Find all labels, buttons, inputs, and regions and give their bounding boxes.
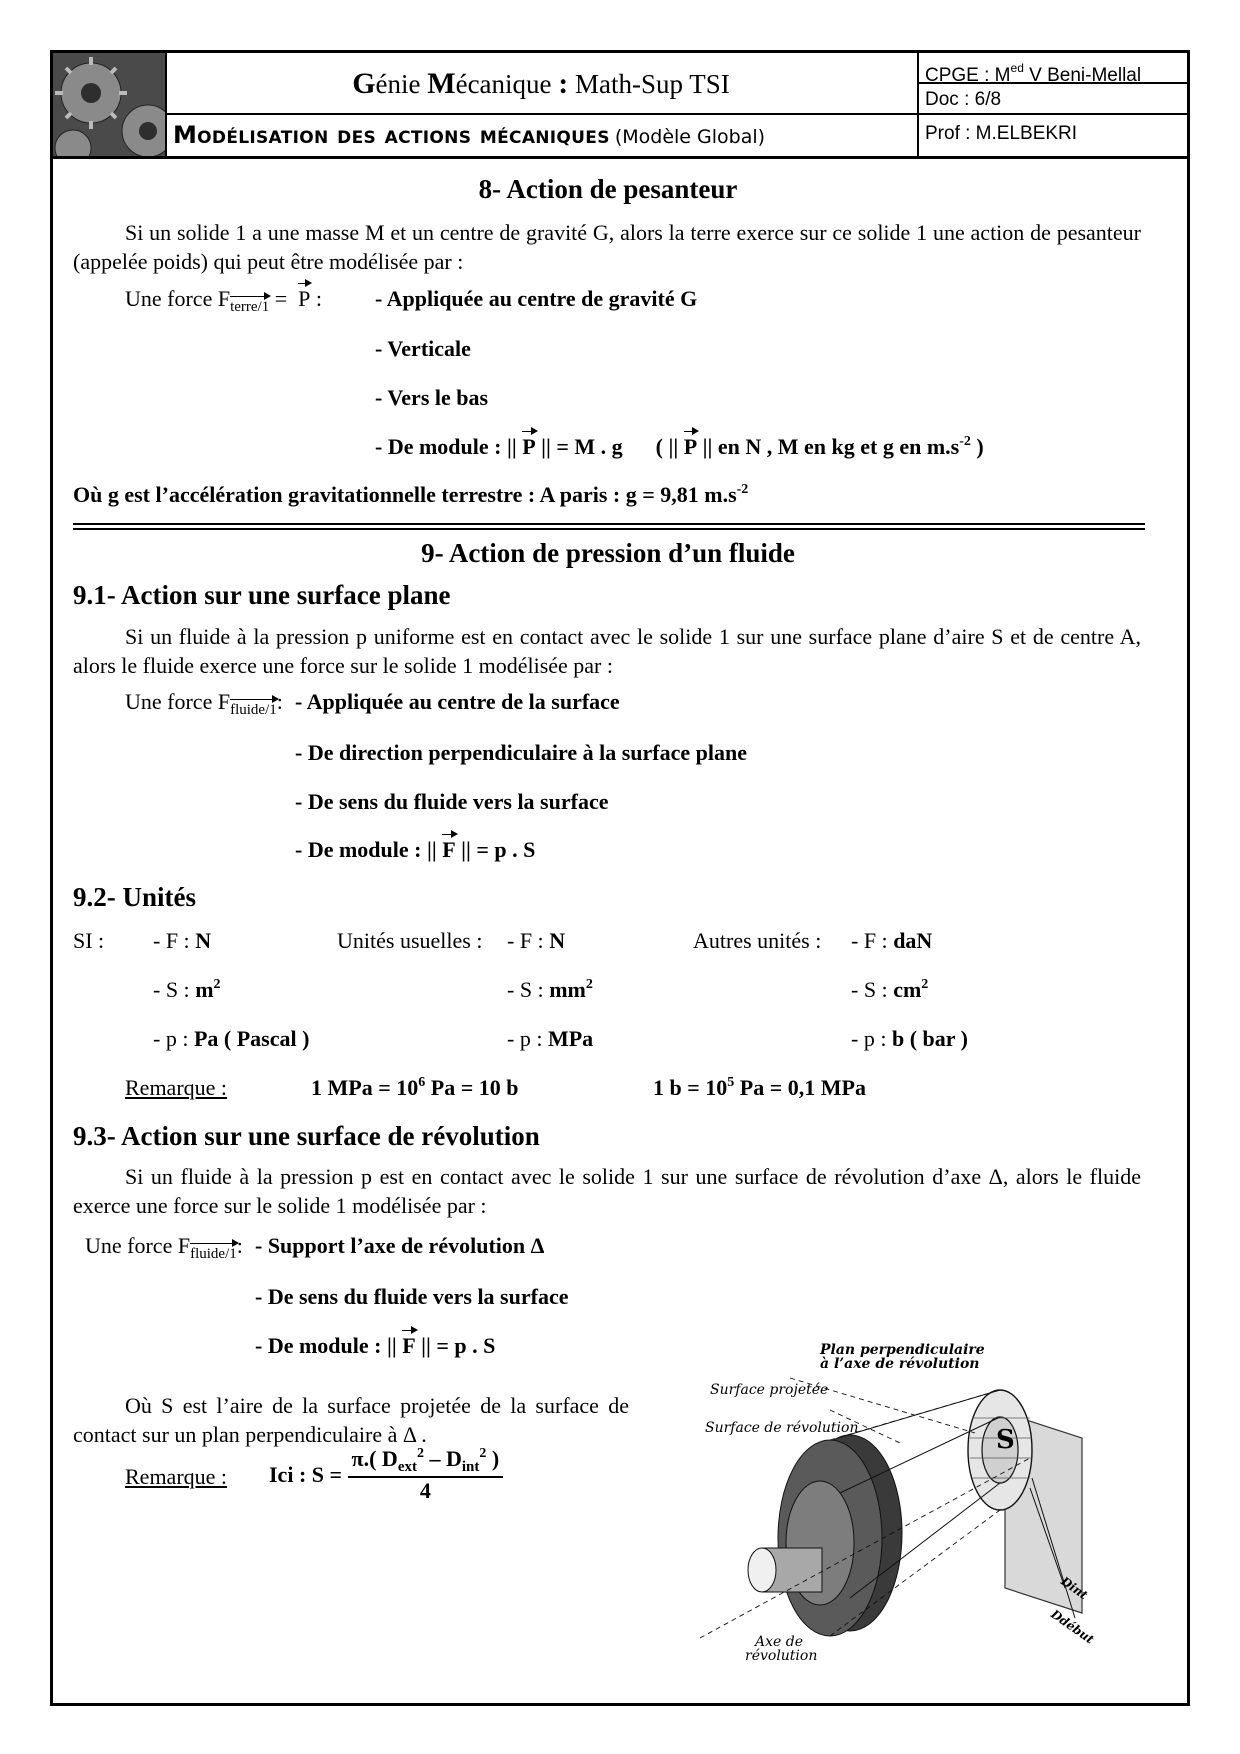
gravity-note: Où g est l’accélération gravitationnelle terrestre : A paris : g = 9,81 $m.s^{-2}$ (73, 482, 749, 507)
usual-unit-s: - S : $mm^2$ (507, 977, 593, 1002)
projected-label: Surface projetée (710, 1382, 829, 1398)
remark-2-label: Remarque : (125, 1464, 228, 1489)
dint-label: Dint (1058, 1573, 1091, 1603)
rev-item-2: - De sens du fluide vers la surface (255, 1284, 569, 1309)
usual-unit-p: - p : MPa (507, 1026, 594, 1051)
header (53, 53, 1187, 159)
other-units-label: Autres unités : (693, 928, 822, 953)
section-9-title: 9- Action de pression d’un fluide (421, 538, 795, 568)
section-9-2-title: 9.2- Unités (73, 882, 196, 912)
doc-number: Doc : 6/8 (919, 84, 1187, 115)
axis-label-2: révolution (745, 1648, 818, 1664)
weight-module: - De module : || P || = M . g ( || P || en N , M en kg et g en $m.s^{-2}$ ) (375, 434, 984, 459)
section-9-1-title: 9.1- Action sur une surface plane (73, 580, 451, 610)
plan-label-1: Plan perpendiculaire (820, 1342, 985, 1358)
weight-item-3: - Vers le bas (375, 385, 489, 410)
section-8-title: 8- Action de pesanteur (478, 174, 738, 204)
other-unit-f: - F : daN (851, 928, 933, 953)
rev-item-1: - Support l’axe de révolution Δ (255, 1233, 545, 1258)
fluid-item-2: - De direction perpendiculaire à la surface plane (295, 740, 747, 765)
figure-drawing (700, 1338, 1150, 1678)
s-label: S (996, 1425, 1015, 1455)
si-unit-s: - S : $m^2$ (153, 977, 221, 1002)
dext-label: Ddébut (1048, 1606, 1097, 1647)
fluid-item-3: - De sens du fluide vers la surface (295, 789, 609, 814)
section-8-intro: Si un solide 1 a une masse M et un centre de gravité G, alors la terre exerce sur ce solide 1 une action de pesanteur (appelée poids) qui peut être modélisée par : (73, 220, 1141, 274)
usual-unit-f: - F : N (507, 928, 566, 953)
section-9-3-title: 9.3- Action sur une surface de révolution (73, 1121, 540, 1151)
section-divider (73, 523, 1145, 530)
remark-bar: 1 $b = 10^5$ Pa = 0,1 MPa (653, 1075, 866, 1100)
fluid-item-1: - Appliquée au centre de la surface (295, 689, 620, 714)
si-label: SI : (73, 928, 105, 953)
section-9-3-intro: Si un fluide à la pression p est en contact avec le solide 1 sur une surface de révolution d’axe Δ, alors le fluide exerce une force sur le solide 1 modélisée par : (73, 1164, 1141, 1218)
fluid-force-label: Une force Ffluide/1: (125, 689, 283, 718)
si-unit-f: - F : N (153, 928, 212, 953)
remark-label: Remarque : (125, 1075, 228, 1100)
si-unit-p: - p : Pa ( Pascal ) (153, 1026, 310, 1051)
revolution-label: Surface de révolution (705, 1420, 859, 1436)
plan-label-2: à l’axe de révolution (820, 1356, 980, 1372)
weight-item-1: - Appliquée au centre de gravité G (375, 286, 698, 311)
rev-force-label: Une force Ffluide/1: (85, 1233, 243, 1262)
other-unit-p: - p : b ( bar ) (851, 1026, 968, 1051)
projected-surface-note: Où S est l’aire de la surface projetée de la surface de contact sur un plan perpendiculaire à Δ . (73, 1393, 629, 1447)
section-9-1-intro: Si un fluide à la pression p uniforme est en contact avec le solide 1 sur une surface plane d’aire S et de centre A, alors le fluide exerce une force sur le solide 1 modélisée par : (73, 624, 1141, 678)
header-subtitle: Modélisation des actions mécaniques (Modèle Global) (165, 115, 919, 156)
area-formula: Ici : S = $\frac{\pi.( D_{ext}^2 - D_{int}^2 )}{4}$ (269, 1446, 503, 1504)
school-label: CPGE : $M^{ed}$ V Beni-Mellal (919, 53, 1187, 84)
revolution-surface-figure (700, 1338, 1150, 1678)
usual-units-label: Unités usuelles : (337, 928, 483, 953)
other-unit-s: - S : $cm^2$ (851, 977, 929, 1002)
weight-item-2: - Verticale (375, 336, 471, 361)
shaft-end (748, 1548, 776, 1592)
remark-mpa: 1 MPa = $10^6$ Pa = 10 b (311, 1075, 519, 1100)
prof-label: Prof : M.ELBEKRI (925, 123, 1078, 144)
weight-force-label: Une force Fterre/1 = P : (125, 286, 323, 315)
gears-logo (53, 53, 167, 156)
axis-label-1: Axe de (755, 1634, 803, 1650)
header-title: Génie Mécanique : Math-Sup TSI (165, 53, 919, 115)
rev-module: - De module : || F || = p . S (255, 1333, 496, 1358)
fluid-module: - De module : || F || = p . S (295, 837, 536, 862)
